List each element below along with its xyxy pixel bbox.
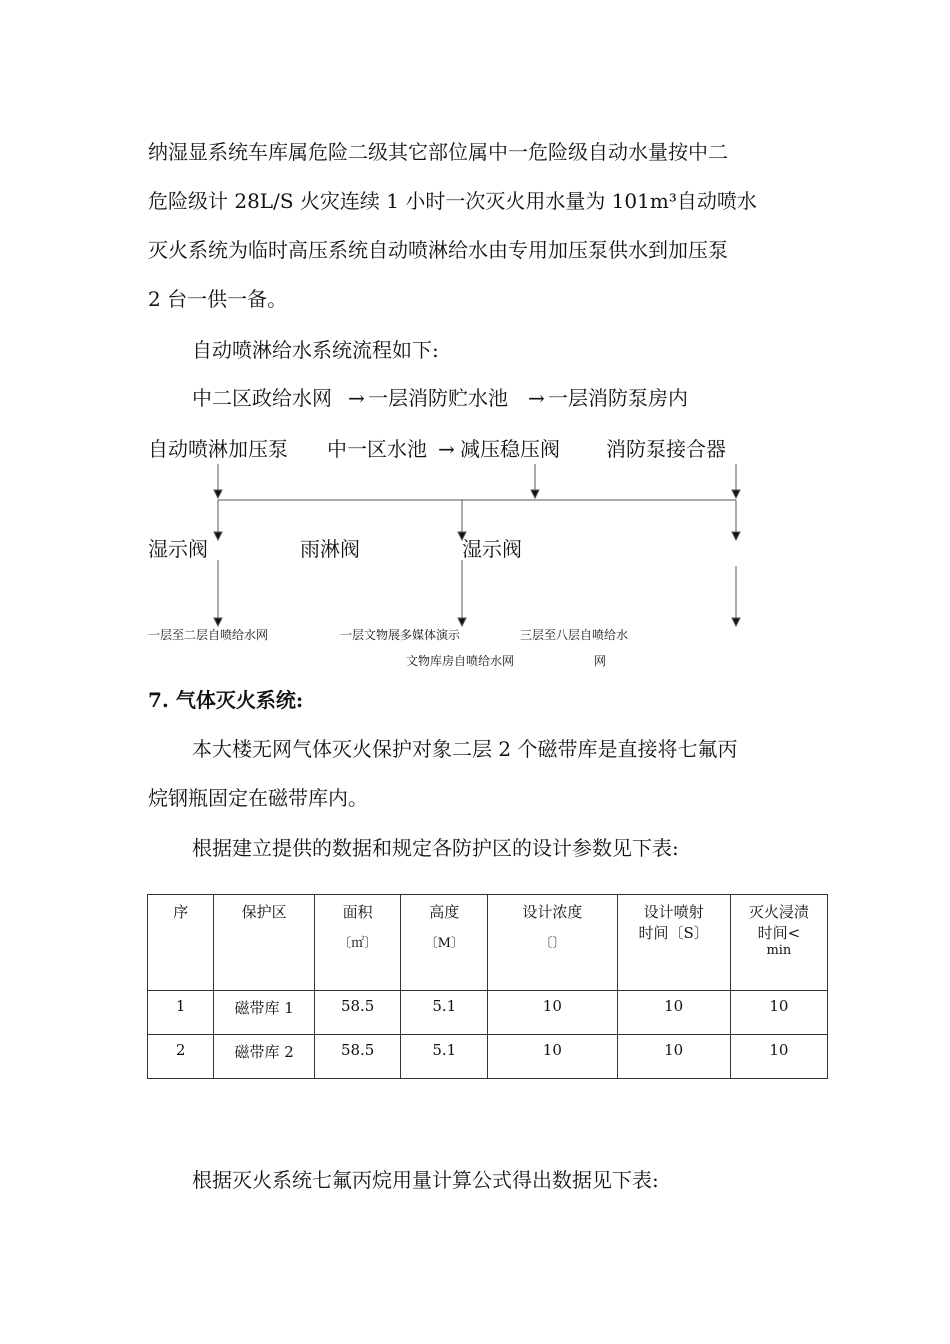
table-cell: 10 (488, 1035, 617, 1079)
flow-net-3b: 网 (594, 654, 607, 668)
table-header-cell: 设计喷射 时间〔S〕 (617, 895, 730, 991)
flow-net-2b: 文物库房自喷给水网 (406, 654, 515, 668)
flow-net-3a: 三层至八层自喷给水 (520, 628, 629, 642)
table-cell: 5.1 (401, 1035, 488, 1079)
flow-zone1-pool: 中一区水池 (327, 437, 427, 461)
flow-arrowhead (732, 532, 740, 540)
table-cell: 10 (617, 1035, 730, 1079)
table-cell: 10 (730, 991, 827, 1035)
para1-line1: 纳湿显系统车库属危险二级其它部位属中一危险级自动水量按中二 (148, 140, 728, 164)
table-cell: 磁带库 1 (214, 991, 314, 1035)
table-header-cell: 保护区 (214, 895, 314, 991)
flow-storage-pool: 一层消防贮水池 (368, 386, 508, 410)
flow-arrowhead (214, 490, 222, 498)
table-cell: 磁带库 2 (214, 1035, 314, 1079)
flow-spray-pump: 自动喷淋加压泵 (148, 437, 288, 461)
section-7-p3: 根据灭火系统七氟丙烷用量计算公式得出数据见下表: (192, 1168, 659, 1192)
table-cell: 10 (730, 1035, 827, 1079)
table-row (148, 1035, 828, 1079)
flow-wet-valve-2: 湿示阀 (462, 537, 522, 561)
flow-arrow-1: → (348, 386, 365, 410)
table-cell: 1 (148, 991, 214, 1035)
flow-arrow-2: → (528, 386, 545, 410)
section-7-p1-line2: 烷钢瓶固定在磁带库内。 (148, 786, 368, 810)
para1-line3: 灭火系统为临时高压系统自动喷淋给水由专用加压泵供水到加压泵 (148, 238, 728, 262)
table-cell: 10 (488, 991, 617, 1035)
flow-wet-valve-1: 湿示阀 (148, 537, 208, 561)
section-7-heading: 7. 气体灭火系统: (148, 688, 304, 712)
table-cell: 10 (617, 991, 730, 1035)
flow-pressure-valve: 减压稳压阀 (460, 437, 560, 461)
table-header-cell: 设计浓度 〔〕 (488, 895, 617, 991)
table-header-row (148, 895, 828, 991)
flow-connector: 消防泵接合器 (606, 437, 726, 461)
flow-net-1: 一层至二层自喷给水网 (148, 628, 269, 642)
flow-arrowhead (732, 618, 740, 626)
section-7-p2: 根据建立提供的数据和规定各防护区的设计参数见下表: (192, 836, 679, 860)
table-header-cell: 灭火浸渍 时间< min (730, 895, 827, 991)
table-cell: 58.5 (314, 991, 401, 1035)
flow-arrowhead (214, 532, 222, 540)
design-parameters-table (147, 894, 828, 1079)
flow-arrow-3: → (438, 437, 455, 461)
table-cell: 2 (148, 1035, 214, 1079)
flow-deluge-valve: 雨淋阀 (300, 537, 360, 561)
flow-pump-room: 一层消防泵房内 (548, 386, 688, 410)
flow-arrowhead (732, 490, 740, 498)
table-cell: 58.5 (314, 1035, 401, 1079)
flow-arrowhead (531, 490, 539, 498)
para1-line4: 2 台一供一备。 (148, 287, 288, 311)
flow-arrowhead (214, 618, 222, 626)
table-header-cell: 高度 〔M〕 (401, 895, 488, 991)
table-cell: 5.1 (401, 991, 488, 1035)
table-row (148, 991, 828, 1035)
flow-city-water: 中二区政给水网 (192, 386, 332, 410)
table-header-cell: 序 (148, 895, 214, 991)
flow-arrowhead (458, 618, 466, 626)
section-7-p1-line1: 本大楼无网气体灭火保护对象二层 2 个磁带库是直接将七氟丙 (192, 737, 738, 761)
table-header-cell: 面积 〔㎡〕 (314, 895, 401, 991)
para1-line2: 危险级计 28L/S 火灾连续 1 小时一次灭火用水量为 101m³自动喷水 (148, 189, 757, 213)
flow-net-2a: 一层文物展多媒体演示 (340, 628, 461, 642)
flow-intro: 自动喷淋给水系统流程如下: (192, 338, 439, 362)
